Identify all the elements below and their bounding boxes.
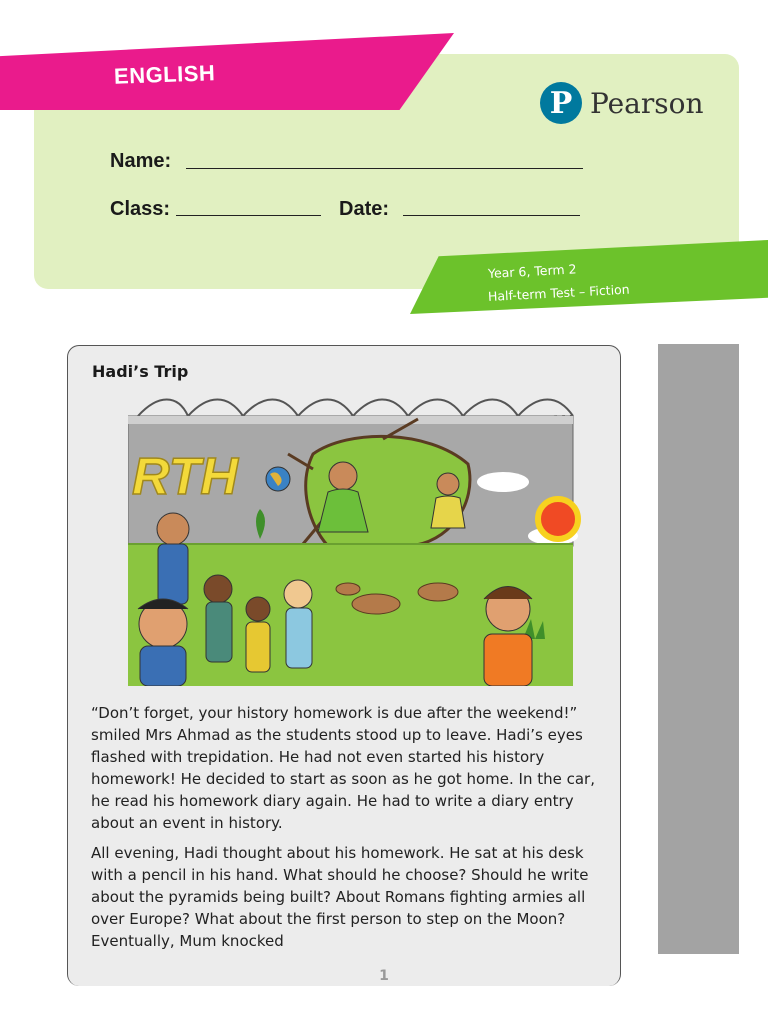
story-paragraph-1: “Don’t forget, your history homework is due after the weekend!” smiled Mrs Ahmad as the students stood up to leave. Hadi’s eyes flashed with trepidation. He had not even started his history homework! He decided to start as soon as he got home. In the car, he read his homework diary again. He had to write a diary entry about an event in history. xyxy=(91,704,595,832)
class-label: Class: xyxy=(110,198,171,220)
pearson-logo xyxy=(540,82,704,124)
story-illustration xyxy=(128,394,598,686)
name-label: Name: xyxy=(110,150,172,172)
graffiti-text: RTH xyxy=(132,448,238,506)
date-field[interactable] xyxy=(403,215,580,216)
story-title: Hadi’s Trip xyxy=(92,362,189,381)
story-text xyxy=(91,702,611,960)
class-field[interactable] xyxy=(176,215,321,216)
story-paragraph-2: All evening, Hadi thought about his homework. He sat at his desk with a pencil in his hand. What should he choose? Should he write about the pyramids being built? About Romans fighting armies all over Europe? What about the first person to step on the Moon? Eventually, Mum knocked xyxy=(91,844,589,950)
term-year: Year 6, Term 2 xyxy=(487,261,577,281)
sun-icon xyxy=(538,499,578,539)
subject-banner xyxy=(0,33,454,110)
side-bar xyxy=(658,344,739,954)
date-label: Date: xyxy=(339,198,390,220)
story-box xyxy=(67,345,621,986)
test-type: Half-term Test – Fiction xyxy=(487,281,631,304)
page-number: 1 xyxy=(379,968,389,984)
cloud-icon xyxy=(477,472,529,492)
pearson-wordmark: Pearson xyxy=(590,86,704,120)
pearson-p-icon: P xyxy=(540,82,582,124)
subject-label: ENGLISH xyxy=(113,60,216,89)
name-field[interactable] xyxy=(186,168,583,169)
